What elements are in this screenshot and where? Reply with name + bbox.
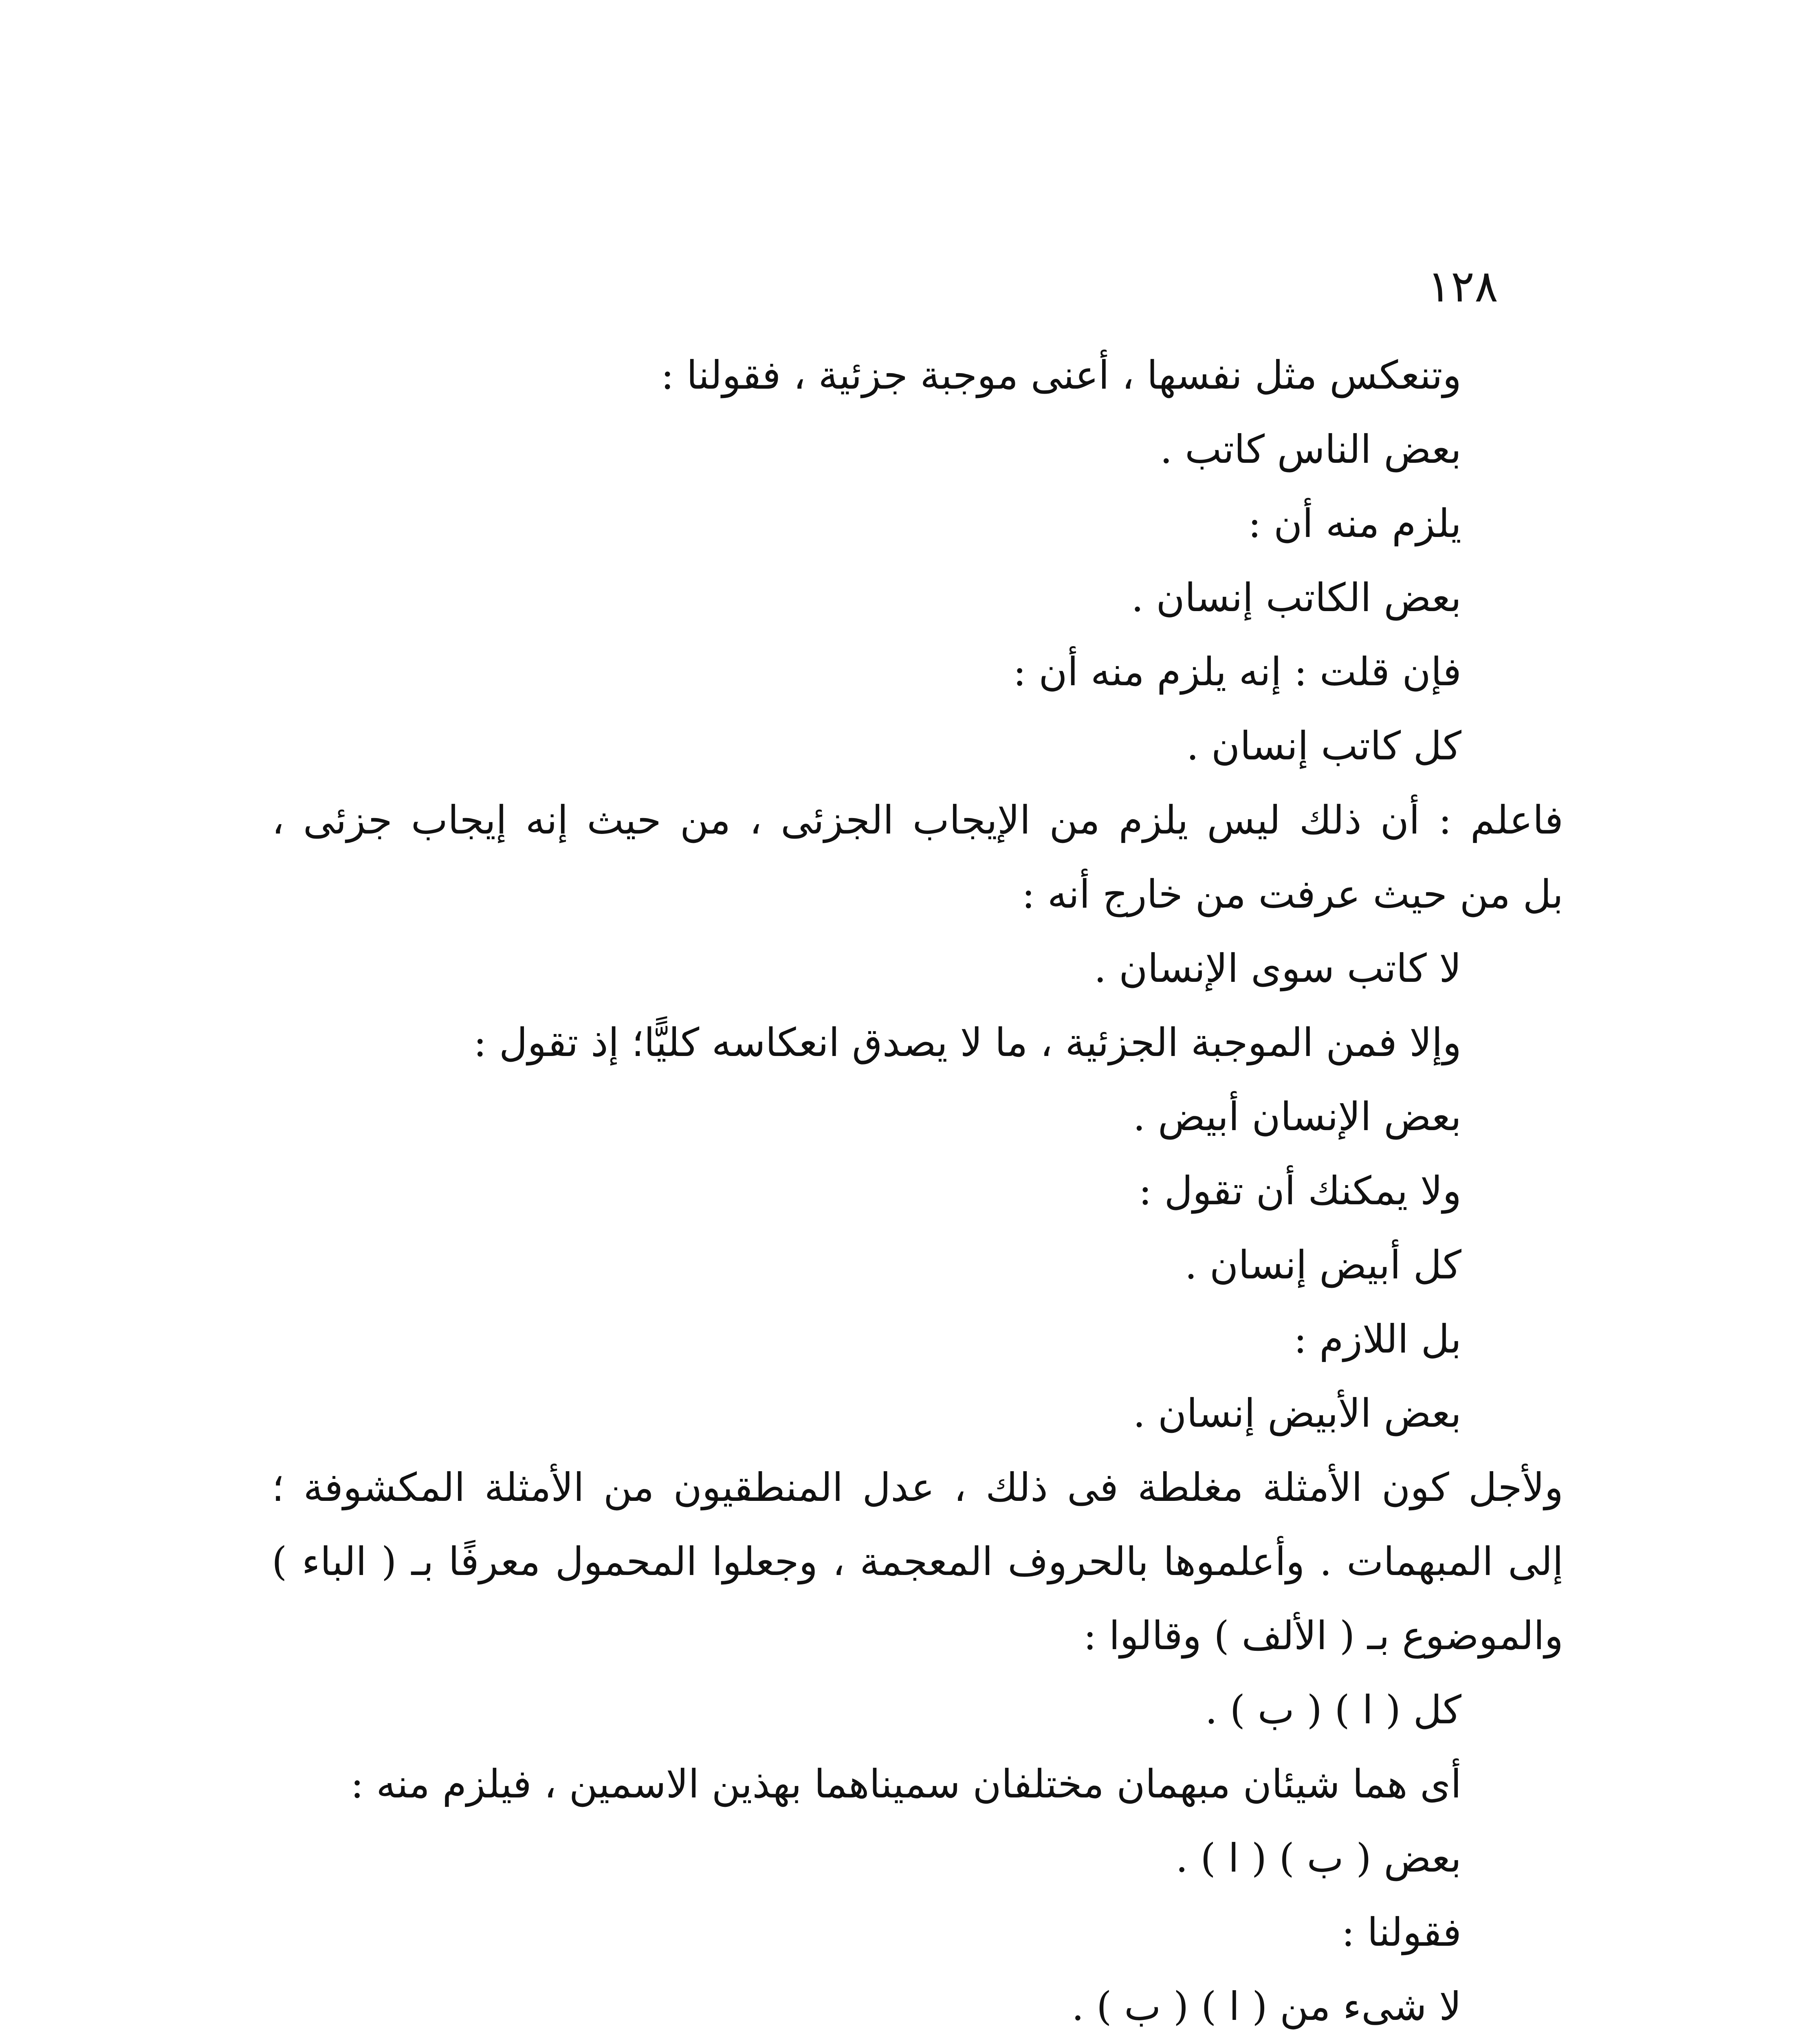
text-line: ولا يمكنك أن تقول : bbox=[1138, 1168, 1461, 1214]
text-line: بعض الكاتب إنسان . bbox=[1131, 575, 1461, 620]
text-line: بل من حيث عرفت من خارج أنه : bbox=[1021, 871, 1563, 917]
text-line: لا شىء من ( ا ) ( ب ) . bbox=[1072, 1984, 1461, 2029]
text-line: أى هما شيئان مبهمان مختلفان سميناهما بهذين الاسمين ، فيلزم منه : bbox=[350, 1761, 1461, 1807]
text-line: كل ( ا ) ( ب ) . bbox=[1205, 1687, 1461, 1733]
text-line: فقولنا : bbox=[1341, 1909, 1461, 1955]
text-line: بعض ( ب ) ( ا ) . bbox=[1175, 1835, 1461, 1881]
text-line: بل اللازم : bbox=[1294, 1316, 1461, 1362]
page-body bbox=[272, 338, 1564, 2037]
text-line: لا كاتب سوى الإنسان . bbox=[1094, 946, 1461, 991]
text-line: يلزم منه أن : bbox=[1248, 501, 1461, 546]
text-line: ولأجل كون الأمثلة مغلطة فى ذلك ، عدل المنطقيون من الأمثلة المكشوفة ؛ bbox=[272, 1465, 1563, 1510]
page-number: ١٢٨ bbox=[1427, 261, 1498, 312]
text-line: كل أبيض إنسان . bbox=[1184, 1242, 1461, 1288]
text-line: بعض الأبيض إنسان . bbox=[1133, 1390, 1461, 1436]
text-line: كل كاتب إنسان . bbox=[1186, 723, 1461, 769]
text-line: وتنعكس مثل نفسها ، أعنى موجبة جزئية ، فقولنا : bbox=[661, 352, 1461, 398]
text-line: فإن قلت : إنه يلزم منه أن : bbox=[1013, 649, 1461, 695]
text-line: والموضوع بـ ( الألف ) وقالوا : bbox=[1083, 1613, 1563, 1659]
text-line: بعض الناس كاتب . bbox=[1160, 427, 1461, 472]
text-line: وإلا فمن الموجبة الجزئية ، ما لا يصدق انعكاسه كليًّا؛ إذ تقول : bbox=[473, 1020, 1461, 1065]
text-line: إلى المبهمات . وأعلموها بالحروف المعجمة ، وجعلوا المحمول معرفًا بـ ( الباء ) bbox=[272, 1539, 1564, 1584]
text-line: بعض الإنسان أبيض . bbox=[1133, 1094, 1461, 1139]
text-line: فاعلم : أن ذلك ليس يلزم من الإيجاب الجزئى ، من حيث إنه إيجاب جزئى ، bbox=[272, 797, 1563, 843]
